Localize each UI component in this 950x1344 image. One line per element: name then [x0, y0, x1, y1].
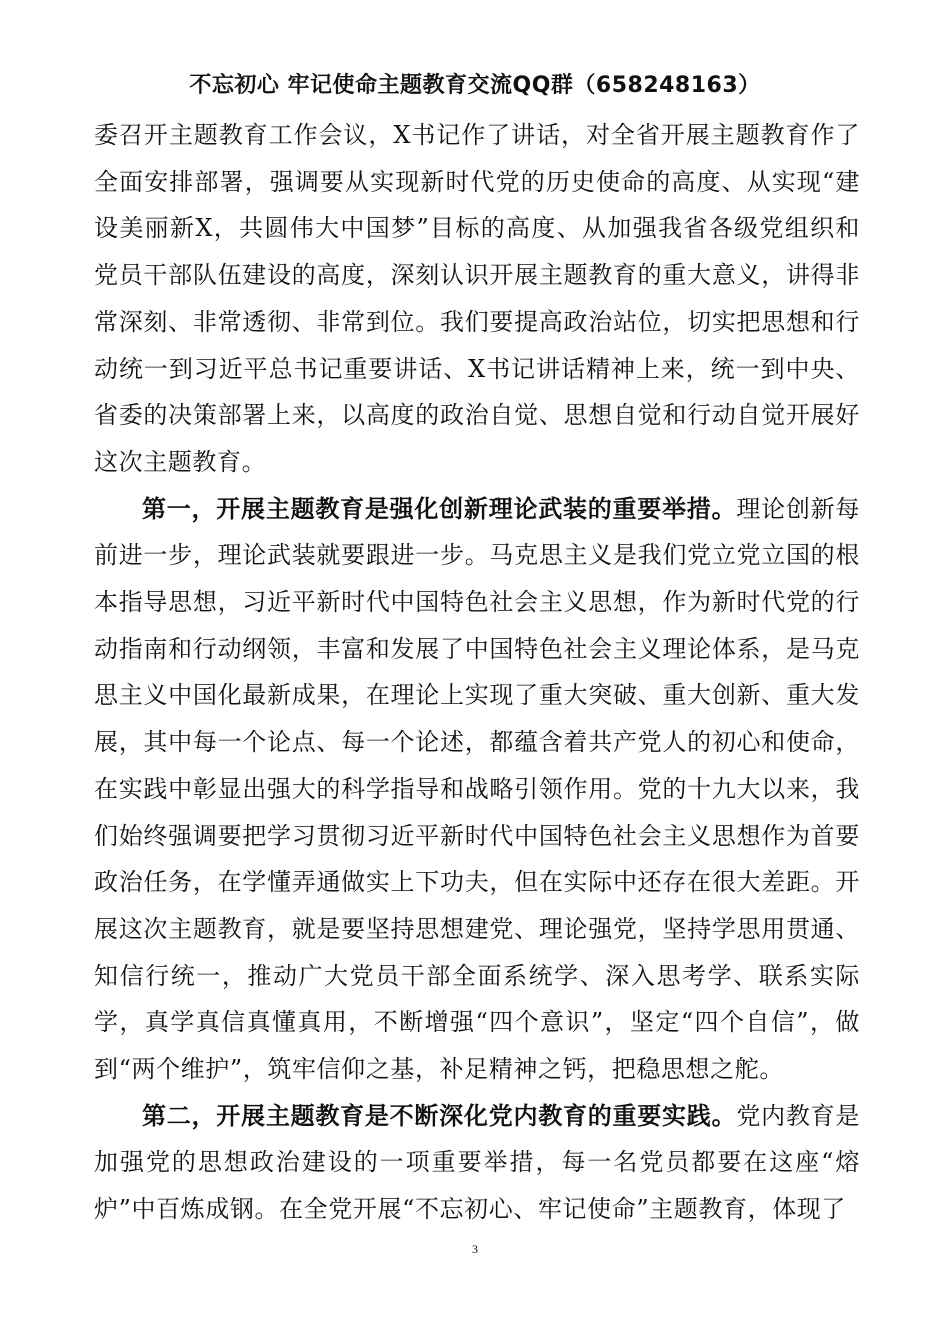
page-header-title: 不忘初心 牢记使命主题教育交流QQ群（658248163） [189, 73, 761, 98]
paragraph-first-point [94, 486, 860, 1093]
page-number: 3 [472, 1242, 478, 1256]
paragraph-first-point-heading: 第一，开展主题教育是强化创新理论武装的重要举措。 [142, 493, 737, 523]
paragraph-first-point-text: 理论创新每前进一步，理论武装就要跟进一步。马克思主义是我们党立党立国的根本指导思想，习近平新时代中国特色社会主义思想，作为新时代党的行动指南和行动纲领，丰富和发展了中国特色社会主义理论体系，是马克思主义中国化最新成果，在理论上实现了重大突破、重大创新、重大发展，其中每一个论点、每一个论述，都蕴含着共产党人的初心和使命，在实践中彰显出强大的科学指导和战略引领作用。党的十九大以来，我们始终强调要把学习贯彻习近平新时代中国特色社会主义思想作为首要政治任务，在学懂弄通做实上下功夫，但在实际中还存在很大差距。开展这次主题教育，就是要坚持思想建党、理论强党，坚持学思用贯通、知信行统一，推动广大党员干部全面系统学、深入思考学、联系实际学，真学真信真懂真用，不断增强“四个意识”，坚定“四个自信”，做到“两个维护”，筑牢信仰之基，补足精神之钙，把稳思想之舵。 [94, 494, 860, 1084]
paragraph-intro [94, 112, 860, 486]
paragraph-second-point-heading: 第二，开展主题教育是不断深化党内教育的重要实践。 [142, 1100, 737, 1130]
paragraph-second-point-text: 党内教育是加强党的思想政治建设的一项重要举措，每一名党员都要在这座“熔炉”中百炼成钢。在全党开展“不忘初心、牢记使命”主题教育，体现了 [94, 1101, 860, 1224]
paragraph-intro-text: 委召开主题教育工作会议，X书记作了讲话，对全省开展主题教育作了全面安排部署，强调要从实现新时代党的历史使命的高度、从实现“建设美丽新X，共圆伟大中国梦”目标的高度、从加强我省各级党组织和党员干部队伍建设的高度，深刻认识开展主题教育的重大意义，讲得非常深刻、非常透彻、非常到位。我们要提高政治站位，切实把思想和行动统一到习近平总书记重要讲话、X书记讲话精神上来，统一到中央、省委的决策部署上来，以高度的政治自觉、思想自觉和行动自觉开展好这次主题教育。 [94, 121, 860, 476]
paragraph-second-point [94, 1093, 860, 1233]
document-body [94, 112, 860, 1233]
